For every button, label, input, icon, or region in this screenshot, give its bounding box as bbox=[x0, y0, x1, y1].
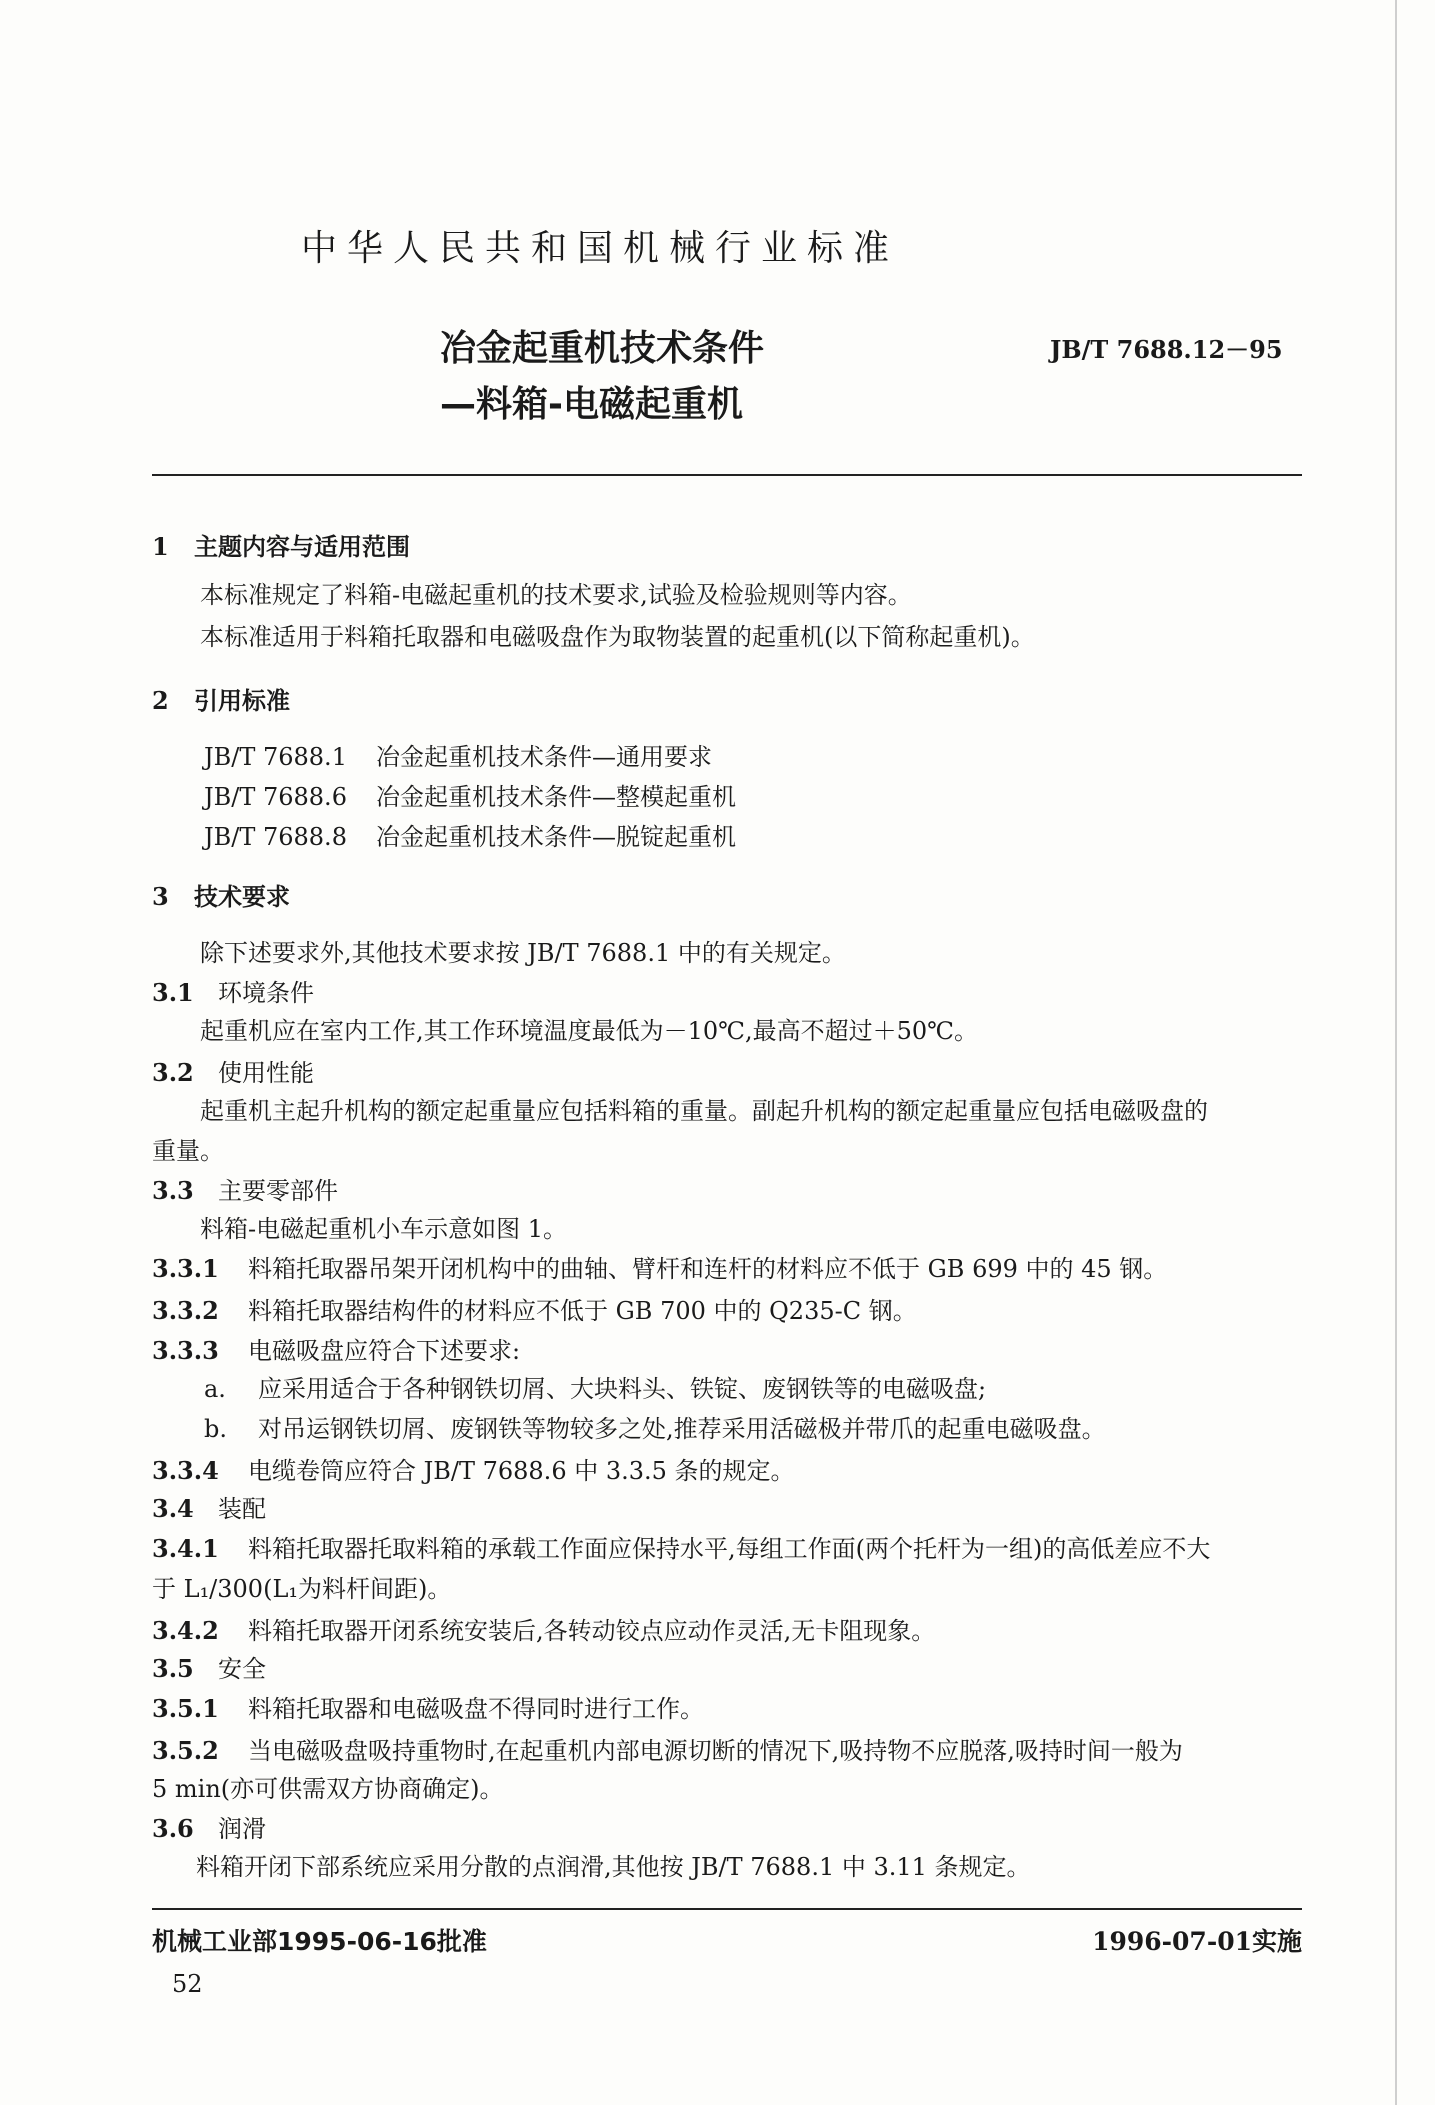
header-divider bbox=[152, 474, 1302, 476]
footer-divider bbox=[152, 1908, 1302, 1910]
subsection-3-1-heading bbox=[152, 978, 314, 1008]
section-title: 引用标准 bbox=[194, 686, 290, 715]
clause-continued: 于 L₁/300(L₁为料杆间距)。 bbox=[152, 1575, 452, 1603]
paragraph: 起重机应在室内工作,其工作环境温度最低为－10℃,最高不超过＋50℃。 bbox=[200, 1017, 979, 1045]
reference-code: JB/T 7688.6 bbox=[204, 783, 347, 811]
subsection-number: 3.2 bbox=[152, 1058, 194, 1087]
list-item-b bbox=[204, 1414, 1106, 1444]
paragraph: 料箱开闭下部系统应采用分散的点润滑,其他按 JB/T 7688.1 中 3.11 条规定。 bbox=[196, 1853, 1031, 1881]
subsection-3-4-heading bbox=[152, 1494, 266, 1524]
reference-name: 冶金起重机技术条件—通用要求 bbox=[376, 743, 712, 771]
page-number: 52 bbox=[172, 1970, 203, 1998]
section-title: 主题内容与适用范围 bbox=[194, 532, 410, 561]
paragraph-continued: 重量。 bbox=[152, 1137, 224, 1165]
document-title-line2: —料箱-电磁起重机 bbox=[440, 384, 743, 425]
clause-text: 当电磁吸盘吸持重物时,在起重机内部电源切断的情况下,吸持物不应脱落,吸持时间一般为 bbox=[248, 1737, 1183, 1765]
clause-3-4-2 bbox=[152, 1616, 935, 1646]
reference-item bbox=[204, 782, 736, 812]
clause-number: 3.4.1 bbox=[152, 1534, 219, 1563]
subsection-3-5-heading bbox=[152, 1654, 266, 1684]
subsection-number: 3.1 bbox=[152, 978, 194, 1007]
clause-text: 电缆卷筒应符合 JB/T 7688.6 中 3.3.5 条的规定。 bbox=[248, 1457, 795, 1485]
subsection-title: 安全 bbox=[218, 1655, 266, 1683]
section-number: 2 bbox=[152, 686, 169, 715]
clause-text: 料箱托取器结构件的材料应不低于 GB 700 中的 Q235-C 钢。 bbox=[248, 1297, 917, 1325]
clause-number: 3.5.2 bbox=[152, 1736, 219, 1765]
clause-number: 3.3.4 bbox=[152, 1456, 219, 1485]
clause-number: 3.3.1 bbox=[152, 1254, 219, 1283]
reference-code: JB/T 7688.1 bbox=[204, 743, 347, 771]
section-3-heading bbox=[152, 882, 290, 912]
clause-text: 料箱托取器托取料箱的承载工作面应保持水平,每组工作面(两个托杆为一组)的高低差应不大 bbox=[248, 1535, 1211, 1563]
clause-3-3-4 bbox=[152, 1456, 795, 1486]
clause-3-3-2 bbox=[152, 1296, 917, 1326]
reference-name: 冶金起重机技术条件—脱锭起重机 bbox=[376, 823, 736, 851]
reference-code: JB/T 7688.8 bbox=[204, 823, 347, 851]
list-label: b. bbox=[204, 1415, 227, 1443]
clause-number: 3.4.2 bbox=[152, 1616, 219, 1645]
document-title-line1: 冶金起重机技术条件 bbox=[440, 328, 765, 369]
clause-number: 3.5.1 bbox=[152, 1694, 219, 1723]
subsection-3-3-heading bbox=[152, 1176, 338, 1206]
clause-3-5-2 bbox=[152, 1736, 1183, 1766]
subsection-number: 3.6 bbox=[152, 1814, 194, 1843]
effective-date: 1996-07-01实施 bbox=[1092, 1927, 1302, 1956]
reference-item bbox=[204, 742, 712, 772]
reference-item bbox=[204, 822, 736, 852]
subsection-title: 装配 bbox=[218, 1495, 266, 1523]
section-title: 技术要求 bbox=[194, 882, 290, 911]
list-text: 对吊运钢铁切屑、废钢铁等物较多之处,推荐采用活磁极并带爪的起重电磁吸盘。 bbox=[258, 1415, 1106, 1443]
paragraph: 起重机主起升机构的额定起重量应包括料箱的重量。副起升机构的额定起重量应包括电磁吸盘的 bbox=[200, 1097, 1208, 1125]
section-number: 3 bbox=[152, 882, 169, 911]
clause-3-3-1 bbox=[152, 1254, 1167, 1284]
paragraph: 本标准规定了料箱-电磁起重机的技术要求,试验及检验规则等内容。 bbox=[200, 581, 912, 609]
clause-number: 3.3.3 bbox=[152, 1336, 219, 1365]
paragraph: 本标准适用于料箱托取器和电磁吸盘作为取物装置的起重机(以下简称起重机)。 bbox=[200, 623, 1035, 651]
clause-3-5-1 bbox=[152, 1694, 704, 1724]
approval-date: 机械工业部1995-06-16批准 bbox=[152, 1927, 487, 1956]
subsection-3-2-heading bbox=[152, 1058, 314, 1088]
clause-text: 电磁吸盘应符合下述要求: bbox=[248, 1337, 521, 1365]
subsection-number: 3.4 bbox=[152, 1494, 194, 1523]
paragraph: 料箱-电磁起重机小车示意如图 1。 bbox=[200, 1215, 568, 1243]
reference-name: 冶金起重机技术条件—整模起重机 bbox=[376, 783, 736, 811]
list-item-a bbox=[204, 1374, 986, 1404]
list-label: a. bbox=[204, 1375, 226, 1403]
subsection-title: 主要零部件 bbox=[218, 1177, 338, 1205]
subsection-title: 环境条件 bbox=[218, 979, 314, 1007]
clause-text: 料箱托取器开闭系统安装后,各转动铰点应动作灵活,无卡阻现象。 bbox=[248, 1617, 936, 1645]
clause-text: 料箱托取器吊架开闭机构中的曲轴、臂杆和连杆的材料应不低于 GB 699 中的 45 钢。 bbox=[248, 1255, 1168, 1283]
clause-number: 3.3.2 bbox=[152, 1296, 219, 1325]
scan-edge-line bbox=[1395, 0, 1397, 2105]
paragraph: 除下述要求外,其他技术要求按 JB/T 7688.1 中的有关规定。 bbox=[200, 939, 846, 967]
section-1-heading bbox=[152, 532, 410, 562]
section-number: 1 bbox=[152, 532, 169, 561]
subsection-number: 3.5 bbox=[152, 1654, 194, 1683]
clause-3-3-3 bbox=[152, 1336, 520, 1366]
subsection-title: 使用性能 bbox=[218, 1059, 314, 1087]
list-text: 应采用适合于各种钢铁切屑、大块料头、铁锭、废钢铁等的电磁吸盘; bbox=[258, 1375, 987, 1403]
clause-continued: 5 min(亦可供需双方协商确定)。 bbox=[152, 1775, 504, 1803]
clause-3-4-1 bbox=[152, 1534, 1210, 1564]
clause-text: 料箱托取器和电磁吸盘不得同时进行工作。 bbox=[248, 1695, 704, 1723]
standard-number: JB/T 7688.12－95 bbox=[1050, 335, 1283, 364]
subsection-number: 3.3 bbox=[152, 1176, 194, 1205]
subsection-title: 润滑 bbox=[218, 1815, 266, 1843]
section-2-heading bbox=[152, 686, 290, 716]
subsection-3-6-heading bbox=[152, 1814, 266, 1844]
document-header: 中华人民共和国机械行业标准 bbox=[300, 228, 899, 269]
